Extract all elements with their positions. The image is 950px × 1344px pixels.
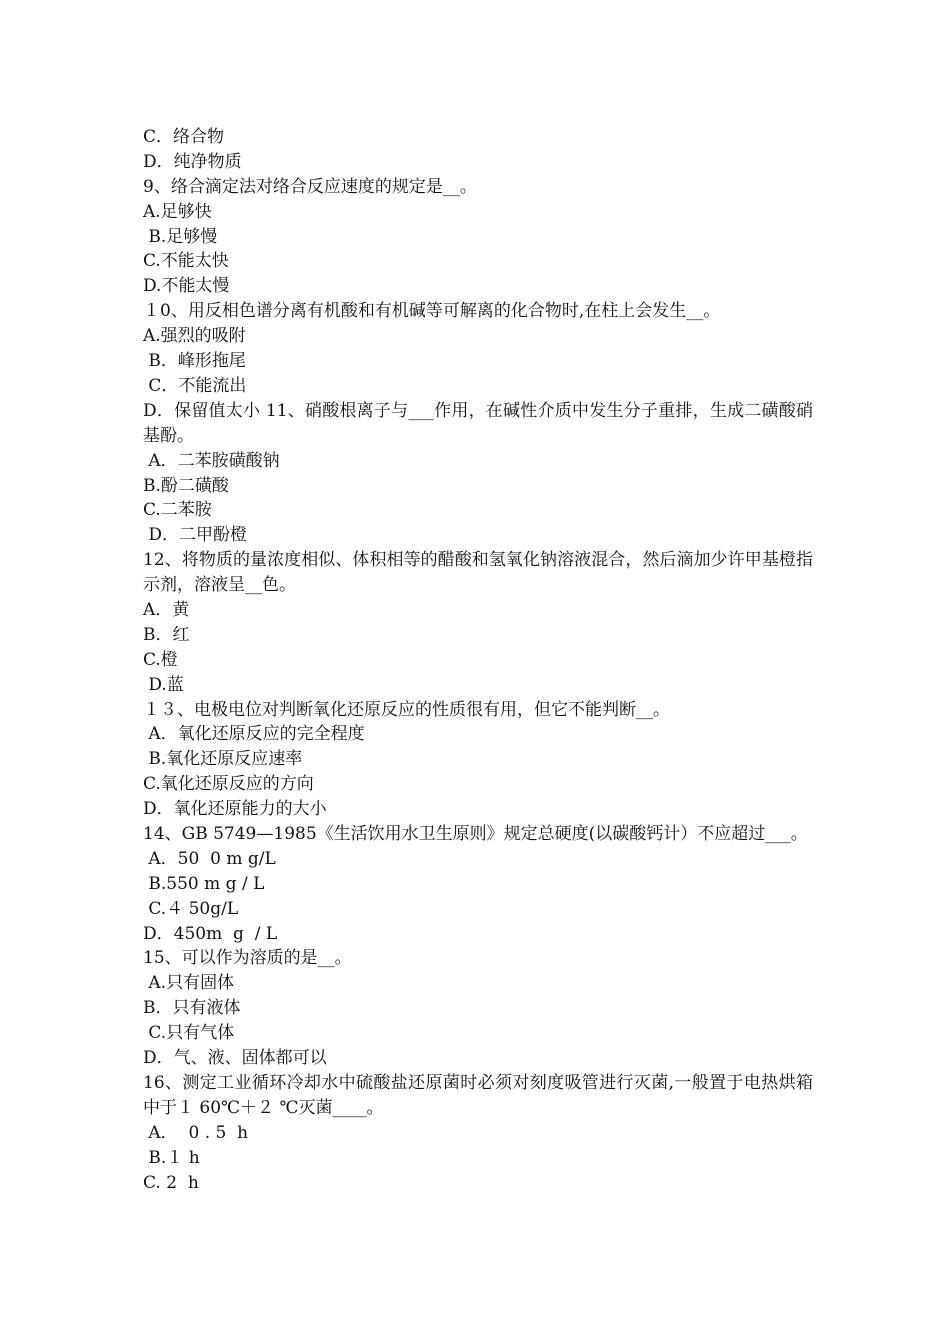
q10-option-d-and-question-11: D．保留值太小 11、硝酸根离子与___作用，在碱性介质中发生分子重排，生成二磺酸硝基酚。 — [143, 400, 813, 446]
q11-option-a: A．二苯胺磺酸钠 — [143, 450, 280, 471]
q15-option-b: B．只有液体 — [143, 998, 241, 1019]
q15-option-a: A.只有固体 — [143, 973, 235, 994]
question-12: 12、将物质的量浓度相似、体积相等的醋酸和氢氧化钠溶液混合，然后滴加少许甲基橙指示剂，溶液呈__色。 — [143, 550, 813, 596]
question-15: 15、可以作为溶质的是__。 — [143, 948, 352, 969]
option-c-complex: C．络合物 — [143, 127, 225, 147]
q10-option-b: B．峰形拖尾 — [143, 351, 246, 372]
q13-option-d: D．氧化还原能力的大小 — [143, 799, 327, 820]
q14-option-c: C.４ 50g/L — [143, 898, 239, 919]
q16-option-c: C. 2 h — [143, 1172, 199, 1193]
q10-option-a: A.强烈的吸附 — [143, 326, 246, 347]
document-body — [143, 125, 813, 1195]
question-9: 9、络合滴定法对络合反应速度的规定是__。 — [143, 176, 477, 197]
q11-option-b: B.酚二磺酸 — [143, 475, 229, 496]
q16-option-a: A． 0 . 5 h — [143, 1122, 249, 1143]
q14-option-d: D．450m g / L — [143, 923, 278, 944]
q13-option-c: C.氧化还原反应的方向 — [143, 774, 314, 795]
q12-option-d: D.蓝 — [143, 674, 184, 695]
q9-option-d: D.不能太慢 — [143, 276, 230, 297]
option-d-pure-substance: D．纯净物质 — [143, 151, 242, 172]
question-14: 14、GB 5749—1985《生活饮用水卫生原则》规定总硬度(以碳酸钙计）不应超过___。 — [143, 824, 808, 844]
q13-option-b: B.氧化还原反应速率 — [143, 749, 303, 770]
q9-option-c: C.不能太快 — [143, 251, 229, 272]
question-13: １３、电极电位对判断氧化还原反应的性质很有用，但它不能判断__。 — [143, 699, 670, 720]
q9-option-b: B.足够慢 — [143, 226, 218, 247]
q12-option-c: C.橙 — [143, 649, 178, 670]
q12-option-b: B．红 — [143, 624, 190, 645]
q13-option-a: A．氧化还原反应的完全程度 — [143, 724, 365, 745]
q11-option-d: D．二甲酚橙 — [143, 525, 248, 546]
q10-option-c: C．不能流出 — [143, 375, 247, 396]
q9-option-a: A.足够快 — [143, 201, 212, 222]
q15-option-d: D．气、液、固体都可以 — [143, 1048, 327, 1069]
q11-option-c: C.二苯胺 — [143, 500, 212, 521]
question-10: １0、用反相色谱分离有机酸和有机碱等可解离的化合物时,在柱上会发生__。 — [143, 301, 721, 322]
question-16: 16、测定工业循环冷却水中硫酸盐还原菌时必须对刻度吸管进行灭菌,一般置于电热烘箱中于１ 60℃＋２ ℃灭菌____。 — [143, 1072, 813, 1118]
q16-option-b: B.１ h — [143, 1147, 200, 1168]
q14-option-b: B.550 m g / L — [143, 873, 265, 894]
q15-option-c: C.只有气体 — [143, 1023, 235, 1044]
q14-option-a: A．50 0 m g/L — [143, 848, 276, 869]
q12-option-a: A．黄 — [143, 599, 190, 620]
